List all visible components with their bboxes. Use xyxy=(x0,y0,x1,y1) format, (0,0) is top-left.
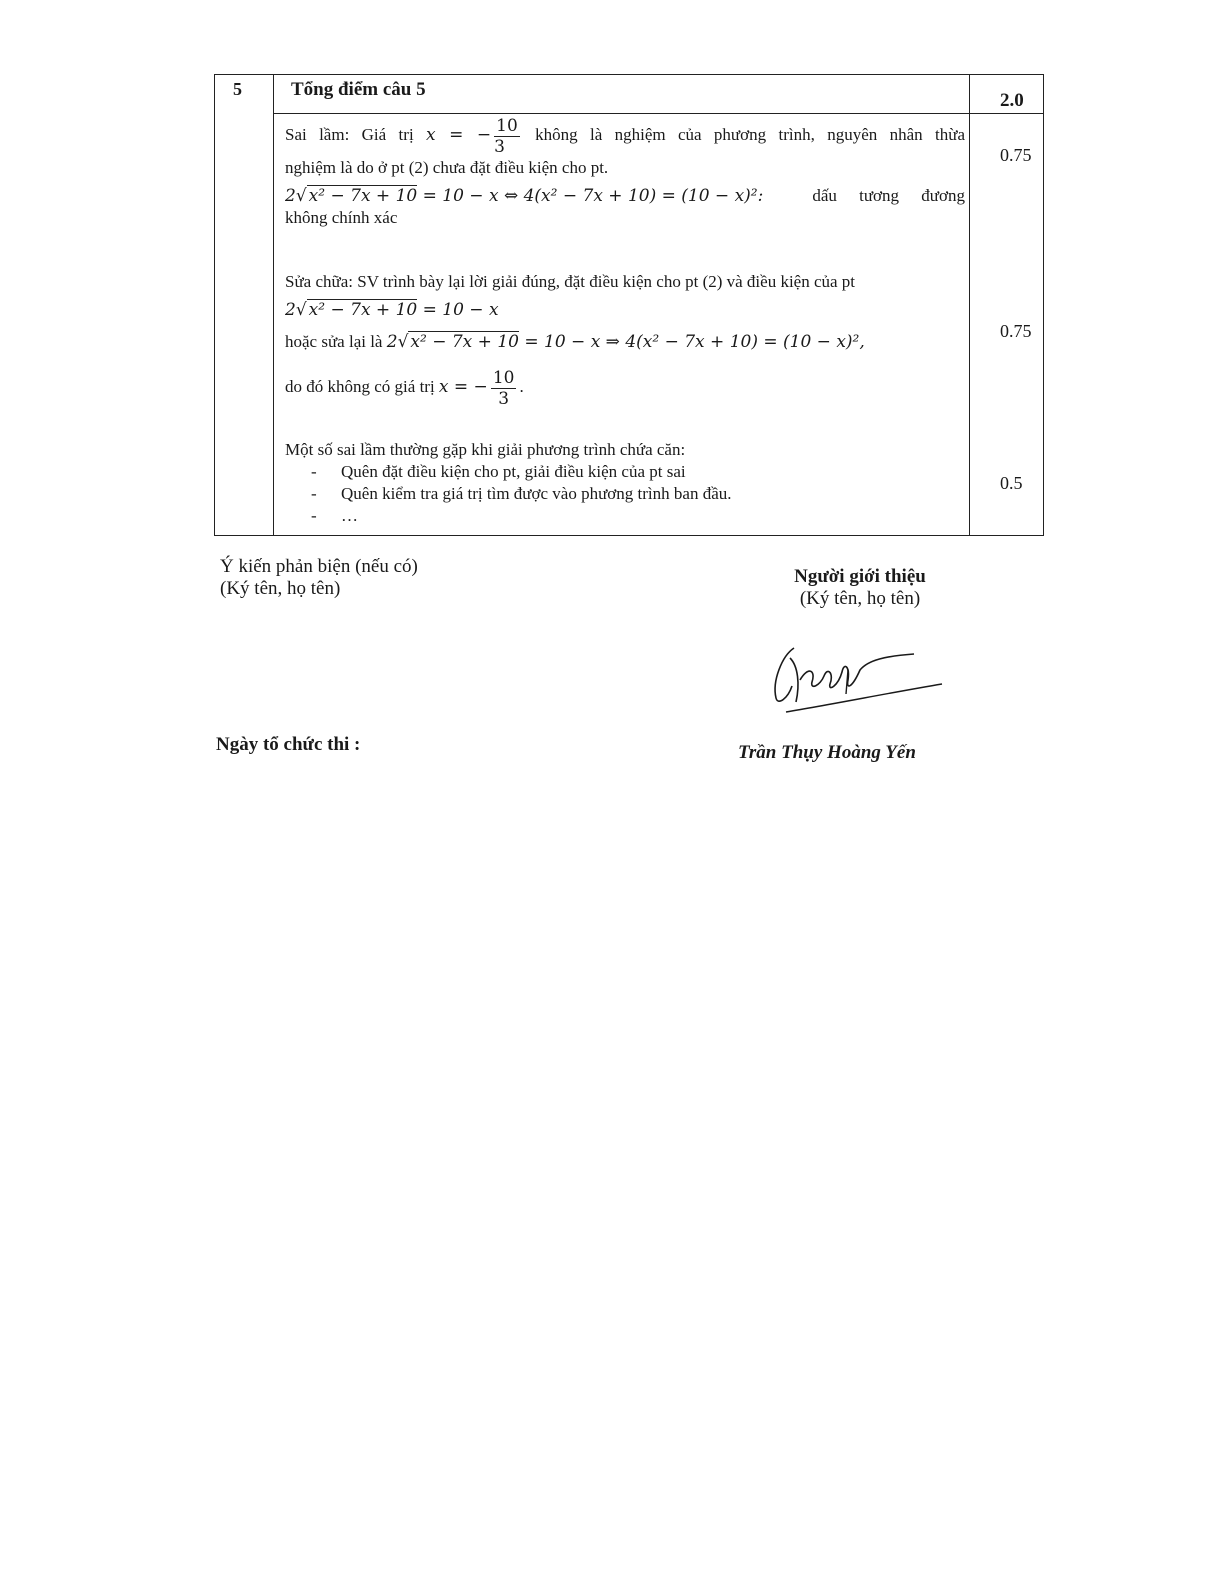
table-column-divider xyxy=(969,75,970,535)
question-number: 5 xyxy=(233,79,242,99)
error-analysis-block: Sai lầm: Giá trị x = − $\frac{10}{3}$ không là nghiệm của phương trình, nguyên nhân thừa nghiệm là do ở pt (2) chưa đặt điều kiện cho pt. 2√ x² − 7x + 10 = 10 − x ⇔ 4(x² − 7x + 10) = (10 − x)²: dấu tương đương không chính xác xyxy=(285,115,965,227)
review-block xyxy=(220,556,418,600)
list-item: - Quên kiểm tra giá trị tìm được vào phương trình ban đầu. xyxy=(285,483,965,505)
equivalence-comment: không chính xác xyxy=(285,208,398,227)
review-title: Ý kiến phản biện (nếu có) xyxy=(220,556,418,577)
row-score: 0.75 xyxy=(1000,145,1032,165)
introducer-block xyxy=(760,566,960,610)
introducer-name: Trần Thụy Hoàng Yến xyxy=(738,742,916,763)
alternative-correction: hoặc sửa lại là 2√ x² − 7x + 10 = 10 − x ⇒ 4(x² − 7x + 10) = (10 − x)², xyxy=(285,332,865,352)
handwritten-signature xyxy=(764,636,954,726)
error-cause-text: nghiệm là do ở pt (2) chưa đặt điều kiện cho pt. xyxy=(285,158,609,177)
common-mistakes-list xyxy=(285,461,965,527)
total-score-value: 2.0 xyxy=(1000,90,1024,111)
conclusion-line: do đó không có giá trị x = − $\frac{10}{3}$ . xyxy=(285,367,524,409)
list-item: - … xyxy=(285,505,965,527)
fraction: $\frac{10}{3}$ xyxy=(494,115,518,157)
fraction: $\frac{10}{3}$ xyxy=(492,367,515,409)
common-mistakes-block xyxy=(285,439,965,527)
equivalence-equation: 2√ x² − 7x + 10 = 10 − x ⇔ 4(x² − 7x + 10) = (10 − x)²: dấu tương đương xyxy=(285,186,965,206)
list-item: - Quên đặt điều kiện cho pt, giải điều kiện của pt sai xyxy=(285,461,965,483)
introducer-sign-note: (Ký tên, họ tên) xyxy=(799,588,921,609)
row-score: 0.75 xyxy=(1000,321,1032,341)
exam-date-label: Ngày tổ chức thi : xyxy=(216,734,361,755)
row-score: 0.5 xyxy=(1000,473,1023,493)
grading-table xyxy=(214,74,1044,536)
correction-block xyxy=(285,271,965,409)
correction-text: Sửa chữa: SV trình bày lại lời giải đúng, đặt điều kiện cho pt (2) và điều kiện của pt xyxy=(285,272,856,291)
total-score-label: Tổng điểm câu 5 xyxy=(291,79,426,100)
correction-equation: 2√ x² − 7x + 10 = 10 − x xyxy=(285,300,499,320)
common-mistakes-title: Một số sai lầm thường gặp khi giải phương trình chứa căn: xyxy=(285,440,686,459)
review-sign-note: (Ký tên, họ tên) xyxy=(220,578,341,599)
table-column-divider xyxy=(273,75,274,535)
introducer-title: Người giới thiệu xyxy=(794,566,926,587)
